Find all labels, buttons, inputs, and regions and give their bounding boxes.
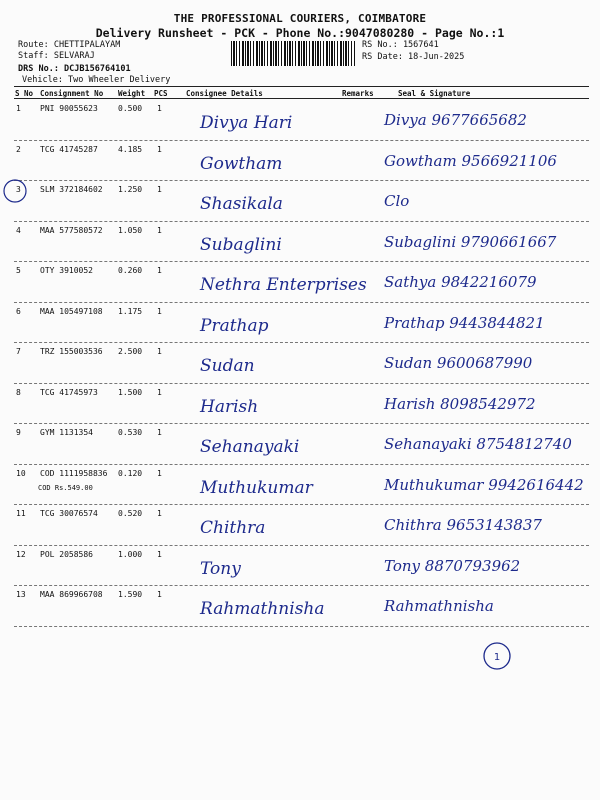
row-sno: 6: [16, 306, 21, 316]
row-sno: 12: [16, 549, 26, 559]
drs-label: DRS No.: DCJB156764101: [18, 64, 131, 74]
row-weight: 0.120: [118, 468, 143, 478]
row-consignee-handwriting: Sehanayaki: [200, 437, 300, 457]
row-consignment-no: SLM 372184602: [40, 185, 103, 194]
row-weight: 4.185: [118, 144, 143, 154]
row-weight: 0.530: [118, 428, 143, 437]
route-label: Route: CHETTIPALAYAM: [18, 40, 121, 50]
row-sno: 3: [16, 185, 21, 194]
row-pcs: 1: [157, 104, 162, 113]
row-signature: Tony 8870793962: [384, 556, 521, 575]
row-consignee-handwriting: Gowtham: [200, 153, 283, 174]
col-header-signature: Seal & Signature: [398, 89, 471, 98]
row-weight: 0.500: [118, 104, 143, 113]
row-consignment-no: POL 2058586: [40, 549, 93, 559]
row-consignee-handwriting: Rahmathnisha: [200, 599, 325, 619]
row-sno: 7: [16, 347, 21, 356]
row-pcs: 1: [157, 428, 162, 437]
row-consignment-no: TCG 41745287: [40, 144, 98, 154]
row-pcs: 1: [157, 347, 162, 356]
row-pcs: 1: [157, 468, 162, 478]
row-consignment-no: COD 1111958836: [40, 468, 108, 478]
row-consignee-handwriting: Harish: [200, 396, 259, 417]
row-pcs: 1: [157, 549, 162, 559]
row-signature: Harish 8098542972: [384, 394, 536, 413]
col-header-consignee: Consignee Details: [186, 89, 263, 98]
row-consignment-no: TCG 30076574: [40, 509, 98, 518]
row-sno: 11: [16, 509, 26, 518]
col-header-remarks: Remarks: [342, 89, 374, 98]
row3-circle-mark: [4, 180, 26, 202]
row-weight: 1.000: [118, 549, 143, 559]
runsheet-subtitle: Delivery Runsheet - PCK - Phone No.:9047080280 - Page No.:1: [95, 26, 505, 40]
row-sno: 13: [16, 590, 26, 599]
col-header-weight: Weight: [118, 89, 146, 98]
col-header-sno: S No: [15, 89, 34, 98]
row-weight: 0.260: [118, 266, 143, 275]
row-weight: 2.500: [118, 347, 143, 356]
row-consignment-no: MAA 577580572: [40, 225, 103, 235]
vehicle-label: Vehicle: Two Wheeler Delivery: [22, 75, 171, 85]
row-signature: Subaglini 9790661667: [384, 232, 557, 251]
row-consignment-no: TRZ 155003536: [40, 347, 103, 356]
row-signature: Chithra 9653143837: [384, 516, 542, 534]
row-signature: Sehanayaki 8754812740: [384, 435, 572, 453]
row-signature: Sudan 9600687990: [384, 354, 533, 372]
row-pcs: 1: [157, 185, 162, 194]
row-signature: Sathya 9842216079: [384, 273, 537, 291]
row-weight: 1.250: [118, 185, 143, 194]
row-consignee-handwriting: Chithra: [200, 518, 266, 538]
row-pcs: 1: [157, 144, 162, 154]
row-sno: 10: [16, 468, 26, 478]
company-title: THE PROFESSIONAL COURIERS, COIMBATORE: [173, 12, 427, 25]
row-consignment-no: MAA 105497108: [40, 306, 103, 316]
row-pcs: 1: [157, 225, 162, 235]
row-signature: Clo: [384, 192, 410, 210]
col-header-consignment: Consignment No: [40, 89, 104, 98]
row-consignment-no: OTY 3910052: [40, 266, 93, 275]
row-signature: Muthukumar 9942616442: [384, 475, 584, 494]
row-sno: 4: [16, 225, 21, 235]
row-sno: 2: [16, 144, 21, 154]
row-weight: 0.520: [118, 509, 143, 518]
row-weight: 1.500: [118, 387, 143, 397]
row-signature: Prathap 9443844821: [384, 313, 545, 332]
row-sno: 1: [16, 104, 21, 113]
rs-date: RS Date: 18-Jun-2025: [362, 52, 465, 62]
page-number-mark: 1: [493, 652, 501, 663]
row-consignee-handwriting: Sudan: [200, 356, 255, 376]
row-signature: Rahmathnisha: [384, 597, 494, 615]
row-cod-amount: COD Rs.549.00: [38, 483, 93, 492]
row-weight: 1.590: [118, 590, 143, 599]
row-sno: 5: [16, 266, 21, 275]
rs-number: RS No.: 1567641: [362, 40, 439, 50]
row-consignee-handwriting: Divya Hari: [200, 113, 293, 133]
row-consignee-handwriting: Prathap: [200, 315, 269, 336]
row-pcs: 1: [157, 590, 162, 599]
row-consignment-no: PNI 90055623: [40, 104, 98, 113]
row-consignee-handwriting: Subaglini: [200, 234, 282, 255]
row-sno: 9: [16, 428, 21, 437]
row-consignment-no: GYM 1131354: [40, 428, 93, 437]
row-consignment-no: TCG 41745973: [40, 387, 98, 397]
row-weight: 1.175: [118, 306, 143, 316]
row-pcs: 1: [157, 509, 162, 518]
row-weight: 1.050: [118, 225, 143, 235]
row-consignee-handwriting: Tony: [200, 558, 241, 579]
row-sno: 8: [16, 387, 21, 397]
row-consignment-no: MAA 869966708: [40, 590, 103, 599]
row-pcs: 1: [157, 306, 162, 316]
row-consignee-handwriting: Shasikala: [200, 194, 283, 214]
row-pcs: 1: [157, 387, 162, 397]
row-signature: Divya 9677665682: [384, 111, 527, 129]
row-consignee-handwriting: Muthukumar: [200, 477, 313, 498]
col-header-pcs: PCS: [154, 89, 168, 98]
row-pcs: 1: [157, 266, 162, 275]
row-consignee-handwriting: Nethra Enterprises: [200, 275, 367, 295]
row-signature: Gowtham 9566921106: [384, 151, 557, 170]
staff-label: Staff: SELVARAJ: [18, 51, 95, 61]
